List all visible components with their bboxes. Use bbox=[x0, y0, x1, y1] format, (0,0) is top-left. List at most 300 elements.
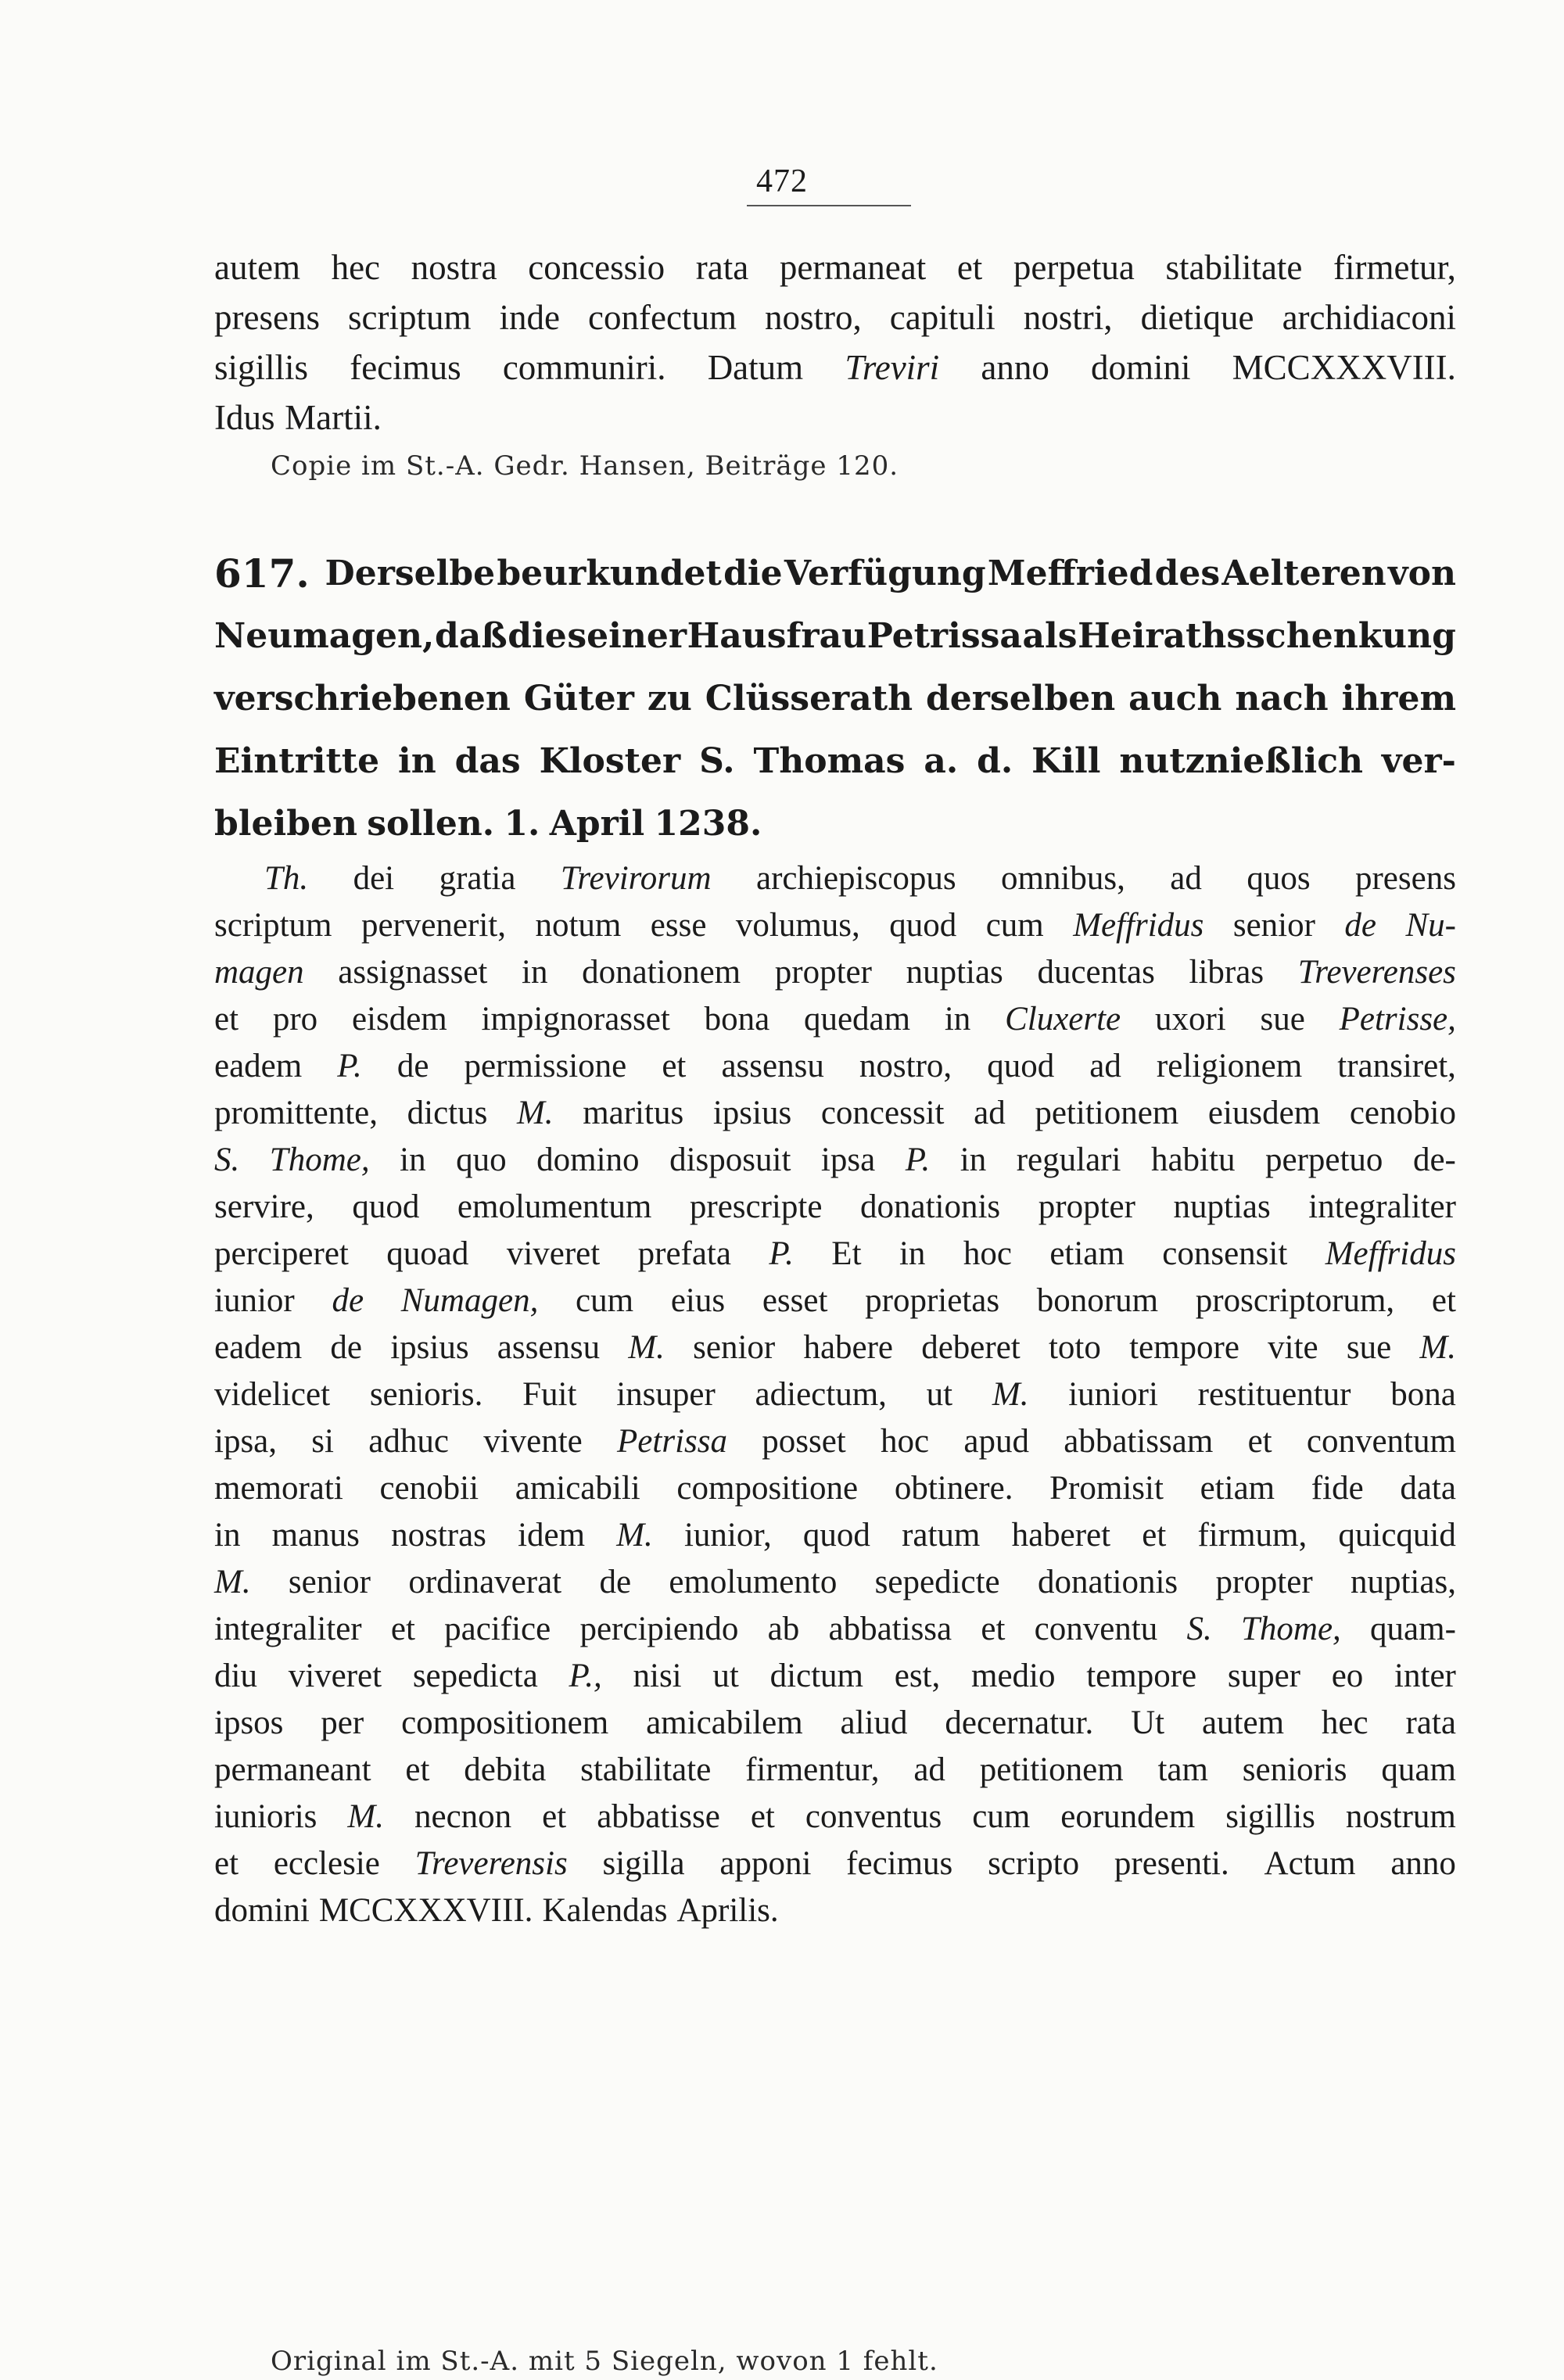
word: 1238. bbox=[654, 804, 762, 844]
word: senioris. bbox=[369, 1376, 483, 1413]
text-line bbox=[214, 1184, 1456, 1231]
word: emolumento bbox=[669, 1564, 838, 1600]
word: notum bbox=[535, 907, 622, 944]
word: scriptum bbox=[348, 298, 472, 337]
word: sepedicte bbox=[874, 1564, 1000, 1600]
word: stabilitate bbox=[580, 1751, 712, 1788]
text-line bbox=[214, 1841, 1456, 1887]
word: de bbox=[599, 1564, 632, 1600]
word: pervenerit, bbox=[361, 907, 506, 944]
word: presenti. bbox=[1114, 1845, 1229, 1882]
word: capituli bbox=[889, 298, 995, 337]
word: Idus bbox=[214, 398, 275, 437]
word: perpetuo bbox=[1264, 1142, 1383, 1178]
word: quos bbox=[1247, 860, 1311, 897]
word: manus bbox=[271, 1517, 360, 1554]
word: iuniori bbox=[1068, 1376, 1158, 1413]
word: sue bbox=[1260, 1001, 1305, 1038]
text-line bbox=[214, 855, 1456, 902]
word: Numagen, bbox=[400, 1282, 539, 1319]
word: perpetua bbox=[1013, 248, 1135, 287]
text-line bbox=[214, 1794, 1456, 1841]
word: nostras bbox=[391, 1517, 486, 1554]
word: quoad bbox=[386, 1235, 469, 1272]
word: permaneat bbox=[779, 248, 927, 287]
word: quod bbox=[987, 1048, 1055, 1084]
word: de- bbox=[1412, 1142, 1456, 1178]
word: M. bbox=[347, 1798, 384, 1835]
word: propter bbox=[774, 954, 872, 991]
word: bleiben bbox=[214, 804, 357, 844]
word: ipsa, bbox=[214, 1423, 278, 1460]
word: ad bbox=[1170, 860, 1202, 897]
word: firmetur, bbox=[1333, 248, 1456, 287]
word: de bbox=[330, 1329, 362, 1366]
word: et bbox=[214, 1001, 239, 1038]
word: cum bbox=[576, 1282, 634, 1319]
text-line bbox=[214, 902, 1456, 949]
word: Actum bbox=[1264, 1845, 1356, 1882]
word: daß bbox=[434, 616, 508, 656]
word: presens bbox=[214, 298, 320, 337]
word: pro bbox=[272, 1001, 318, 1038]
word: sollen. bbox=[367, 804, 495, 844]
word: M. bbox=[628, 1329, 665, 1366]
word: senior bbox=[1232, 907, 1315, 944]
text-line bbox=[214, 1371, 1456, 1418]
word: hec bbox=[331, 248, 381, 287]
text-line bbox=[214, 292, 1456, 342]
word: quedam bbox=[803, 1001, 911, 1038]
text-line bbox=[214, 1887, 1456, 1934]
text-line bbox=[214, 949, 1456, 996]
word: videlicet bbox=[214, 1376, 331, 1413]
word: integraliter bbox=[1308, 1188, 1456, 1225]
word: M. bbox=[616, 1517, 653, 1554]
word: vivente bbox=[483, 1423, 583, 1460]
word: sue bbox=[1346, 1329, 1392, 1366]
word: et bbox=[956, 248, 983, 287]
word: nostrum bbox=[1345, 1798, 1456, 1835]
word: maritus bbox=[583, 1095, 684, 1131]
word: in bbox=[214, 1517, 241, 1554]
word: iunioris bbox=[214, 1798, 317, 1835]
word: M. bbox=[214, 1564, 251, 1600]
word: Nu- bbox=[1405, 907, 1456, 944]
footer-source-note: Original im St.-A. mit 5 Siegeln, wovon 1 fehlt. bbox=[271, 2346, 938, 2377]
word: percipiendo bbox=[579, 1611, 739, 1647]
word: Fuit bbox=[522, 1376, 577, 1413]
word: scriptum bbox=[214, 907, 332, 944]
text-line bbox=[214, 1747, 1456, 1794]
word: assensu bbox=[721, 1048, 824, 1084]
word: de bbox=[1344, 907, 1376, 944]
text-line bbox=[214, 342, 1456, 392]
word: hec bbox=[1321, 1704, 1368, 1741]
word: quod bbox=[352, 1188, 420, 1225]
word: haberet bbox=[1011, 1517, 1111, 1554]
word: rata bbox=[1405, 1704, 1456, 1741]
word: Promisit bbox=[1049, 1470, 1164, 1507]
word: deberet bbox=[921, 1329, 1021, 1366]
word: bona bbox=[1390, 1376, 1456, 1413]
word: anno bbox=[981, 348, 1049, 387]
word: Kill bbox=[1031, 741, 1101, 781]
word: autem bbox=[1201, 1704, 1285, 1741]
word: April bbox=[549, 804, 645, 844]
word: dietique bbox=[1140, 298, 1254, 337]
word: insuper bbox=[616, 1376, 716, 1413]
word: uxori bbox=[1154, 1001, 1226, 1038]
word: ipsa bbox=[820, 1142, 876, 1178]
word: Et bbox=[831, 1235, 862, 1272]
word: Ut bbox=[1131, 1704, 1165, 1741]
word: ratum bbox=[902, 1517, 981, 1554]
word: domini bbox=[1090, 348, 1191, 387]
word: servire, bbox=[214, 1188, 314, 1225]
word: nach bbox=[1235, 679, 1329, 719]
word: prescripte bbox=[689, 1188, 823, 1225]
text-line bbox=[214, 1278, 1456, 1324]
word: si bbox=[311, 1423, 334, 1460]
word: et bbox=[981, 1611, 1006, 1647]
word: firmentur, bbox=[745, 1751, 880, 1788]
word: perciperet bbox=[214, 1235, 349, 1272]
word: quod bbox=[889, 907, 957, 944]
word: firmum, bbox=[1197, 1517, 1308, 1554]
word: ordinaverat bbox=[408, 1564, 562, 1600]
word: concessit bbox=[820, 1095, 945, 1131]
word: Petrisse, bbox=[1339, 1001, 1456, 1038]
text-line bbox=[214, 1512, 1456, 1559]
word: ipsos bbox=[214, 1704, 284, 1741]
word: apud bbox=[963, 1423, 1029, 1460]
word: Petrissa bbox=[617, 1423, 727, 1460]
word: dictus bbox=[407, 1095, 488, 1131]
word: Meffridus bbox=[1325, 1235, 1456, 1272]
word: et bbox=[1247, 1423, 1272, 1460]
word: nostra bbox=[411, 248, 497, 287]
word: donationis bbox=[860, 1188, 1001, 1225]
word: gratia bbox=[439, 860, 516, 897]
word: ver- bbox=[1381, 741, 1456, 781]
word: et bbox=[1431, 1282, 1456, 1319]
text-line bbox=[214, 793, 1456, 855]
word: S. bbox=[214, 1142, 240, 1178]
word: de bbox=[396, 1048, 429, 1084]
word: Thome, bbox=[269, 1142, 370, 1178]
word: compositionem bbox=[401, 1704, 609, 1741]
word: permissione bbox=[464, 1048, 627, 1084]
word: data bbox=[1400, 1470, 1456, 1507]
word: petitionem bbox=[979, 1751, 1124, 1788]
word: amicabili bbox=[515, 1470, 640, 1507]
word: Derselbe bbox=[325, 554, 496, 593]
word: a. bbox=[924, 741, 959, 781]
word: Aprilis. bbox=[676, 1892, 779, 1929]
word: quam bbox=[1381, 1751, 1456, 1788]
word: MCCXXXVIII. bbox=[318, 1892, 533, 1929]
word: nutznießlich bbox=[1119, 741, 1364, 781]
word: iunior bbox=[214, 1282, 295, 1319]
word: nuptias bbox=[1173, 1188, 1271, 1225]
word: in bbox=[899, 1235, 926, 1272]
word: Meffried bbox=[987, 554, 1153, 593]
word: ipsius bbox=[390, 1329, 469, 1366]
word: P. bbox=[905, 1142, 931, 1178]
word: domini bbox=[214, 1892, 310, 1929]
word: scripto bbox=[988, 1845, 1080, 1882]
word: tempore bbox=[1086, 1658, 1197, 1694]
word: Thome, bbox=[1240, 1611, 1341, 1647]
text-line bbox=[214, 730, 1456, 793]
word: fide bbox=[1311, 1470, 1364, 1507]
word: S. bbox=[699, 741, 735, 781]
word: vite bbox=[1268, 1329, 1318, 1366]
word: habitu bbox=[1150, 1142, 1236, 1178]
word: in bbox=[398, 741, 436, 781]
word: M. bbox=[992, 1376, 1029, 1413]
text-line bbox=[214, 543, 1456, 605]
word: fecimus bbox=[350, 348, 461, 387]
word: ab bbox=[767, 1611, 800, 1647]
word: Trevirorum bbox=[560, 860, 712, 897]
word: nostro, bbox=[764, 298, 862, 337]
word: derselben bbox=[926, 679, 1116, 719]
text-line bbox=[214, 996, 1456, 1043]
text-line bbox=[214, 392, 1456, 443]
word: proprietas bbox=[865, 1282, 1000, 1319]
charter-text bbox=[214, 855, 1456, 1934]
word: donationem bbox=[582, 954, 741, 991]
word: dei bbox=[353, 860, 395, 897]
word: als bbox=[1022, 616, 1078, 656]
word: die bbox=[508, 616, 567, 656]
word: eiusdem bbox=[1207, 1095, 1321, 1131]
word: et bbox=[542, 1798, 567, 1835]
word: autem bbox=[214, 248, 300, 287]
word: fecimus bbox=[846, 1845, 953, 1882]
text-line bbox=[214, 1465, 1456, 1512]
word: viveret bbox=[288, 1658, 382, 1694]
page-number: 472 bbox=[756, 163, 808, 199]
word: abbatissam bbox=[1064, 1423, 1214, 1460]
text-line bbox=[214, 1090, 1456, 1137]
word: compositione bbox=[676, 1470, 859, 1507]
word: dictum bbox=[769, 1658, 863, 1694]
word: in bbox=[400, 1142, 426, 1178]
word: etiam bbox=[1049, 1235, 1125, 1272]
text-line bbox=[214, 1653, 1456, 1700]
word: Thomas bbox=[753, 741, 906, 781]
word: amicabilem bbox=[646, 1704, 803, 1741]
word: diu bbox=[214, 1658, 257, 1694]
word: abbatissa bbox=[828, 1611, 952, 1647]
word: nostro, bbox=[859, 1048, 952, 1084]
word: P. bbox=[337, 1048, 362, 1084]
word: Martii. bbox=[285, 398, 382, 437]
word: conventu bbox=[1034, 1611, 1158, 1647]
text-line bbox=[214, 242, 1456, 292]
word: et bbox=[750, 1798, 775, 1835]
word: et bbox=[405, 1751, 430, 1788]
word: nostri, bbox=[1023, 298, 1113, 337]
word: impignorasset bbox=[481, 1001, 670, 1038]
word: M. bbox=[516, 1095, 554, 1131]
word: et bbox=[214, 1845, 239, 1882]
word: magen bbox=[214, 954, 304, 991]
word: toto bbox=[1048, 1329, 1101, 1366]
word: conventus bbox=[805, 1798, 942, 1835]
word: quicquid bbox=[1338, 1517, 1456, 1554]
word: senior bbox=[693, 1329, 776, 1366]
word: volumus, bbox=[735, 907, 860, 944]
word: concessio bbox=[528, 248, 665, 287]
word: 1. bbox=[504, 804, 540, 844]
word: consensit bbox=[1162, 1235, 1288, 1272]
word: regulari bbox=[1016, 1142, 1121, 1178]
intro-paragraph bbox=[214, 242, 1456, 443]
word: M. bbox=[1419, 1329, 1456, 1366]
word: decernatur. bbox=[945, 1704, 1094, 1741]
word: et bbox=[390, 1611, 415, 1647]
word: das bbox=[454, 741, 521, 781]
word: libras bbox=[1189, 954, 1264, 991]
word: Heirathsschenkung bbox=[1078, 616, 1456, 656]
word: communiri. bbox=[502, 348, 666, 387]
word: domino bbox=[536, 1142, 640, 1178]
word: promittente, bbox=[214, 1095, 378, 1131]
word: Th. bbox=[264, 860, 309, 897]
word: idem bbox=[518, 1517, 586, 1554]
word: cenobii bbox=[379, 1470, 479, 1507]
document-heading bbox=[214, 543, 1456, 855]
word: et bbox=[1142, 1517, 1167, 1554]
word: nuptias, bbox=[1350, 1564, 1456, 1600]
word: in bbox=[960, 1142, 987, 1178]
word: omnibus, bbox=[1000, 860, 1125, 897]
word: auch bbox=[1128, 679, 1222, 719]
word: MCCXXXVIII. bbox=[1232, 348, 1456, 387]
word: assensu bbox=[497, 1329, 601, 1366]
word: eadem bbox=[214, 1329, 303, 1366]
word: debita bbox=[464, 1751, 547, 1788]
word: necnon bbox=[414, 1798, 512, 1835]
word: proscriptorum, bbox=[1195, 1282, 1395, 1319]
word: habere bbox=[803, 1329, 894, 1366]
document-number: 617. bbox=[214, 550, 310, 597]
word: Treverensis bbox=[414, 1845, 568, 1882]
word: quod bbox=[802, 1517, 870, 1554]
word: Treviri bbox=[845, 348, 940, 387]
word: ut bbox=[712, 1658, 739, 1694]
word: propter bbox=[1038, 1188, 1135, 1225]
word: conventum bbox=[1306, 1423, 1456, 1460]
word: petitionem bbox=[1035, 1095, 1179, 1131]
intro-source-note: Copie im St.-A. Gedr. Hansen, Beiträge 120. bbox=[271, 450, 899, 482]
word: ad bbox=[974, 1095, 1006, 1131]
word: Petrissa bbox=[866, 616, 1022, 656]
word: eius bbox=[670, 1282, 726, 1319]
word: adhuc bbox=[368, 1423, 449, 1460]
word: S. bbox=[1186, 1611, 1212, 1647]
word: prefata bbox=[637, 1235, 731, 1272]
word: eadem bbox=[214, 1048, 303, 1084]
word: sigillis bbox=[1225, 1798, 1315, 1835]
word: Verfügung bbox=[784, 554, 986, 593]
word: ecclesie bbox=[273, 1845, 380, 1882]
word: Neumagen, bbox=[214, 616, 435, 656]
word: iunior, bbox=[683, 1517, 772, 1554]
text-line bbox=[214, 1137, 1456, 1184]
word: von bbox=[1388, 554, 1456, 593]
word: ipsius bbox=[712, 1095, 792, 1131]
word: sigilla bbox=[602, 1845, 685, 1882]
text-line bbox=[214, 1231, 1456, 1278]
word: medio bbox=[971, 1658, 1056, 1694]
word: Aelteren bbox=[1221, 554, 1386, 593]
word: de bbox=[332, 1282, 364, 1319]
word: hoc bbox=[881, 1423, 930, 1460]
word: esse bbox=[650, 907, 707, 944]
word: inter bbox=[1394, 1658, 1456, 1694]
word: memorati bbox=[214, 1470, 343, 1507]
word: pacifice bbox=[444, 1611, 551, 1647]
word: Kloster bbox=[539, 741, 681, 781]
word: et bbox=[662, 1048, 687, 1084]
word: ihrem bbox=[1341, 679, 1456, 719]
text-line bbox=[214, 1418, 1456, 1465]
word: religionem bbox=[1156, 1048, 1303, 1084]
word: nuptias bbox=[906, 954, 1003, 991]
word: ad bbox=[1089, 1048, 1121, 1084]
word: presens bbox=[1354, 860, 1456, 897]
word: propter bbox=[1215, 1564, 1313, 1600]
word: emolumentum bbox=[457, 1188, 652, 1225]
word: cum bbox=[985, 907, 1044, 944]
word: cenobio bbox=[1349, 1095, 1456, 1131]
word: cum bbox=[972, 1798, 1031, 1835]
word: est, bbox=[894, 1658, 941, 1694]
text-line bbox=[214, 668, 1456, 730]
word: sigillis bbox=[214, 348, 309, 387]
word: transiret, bbox=[1337, 1048, 1456, 1084]
word: tempore bbox=[1129, 1329, 1239, 1366]
word: eorundem bbox=[1060, 1798, 1196, 1835]
word: assignasset bbox=[338, 954, 488, 991]
word: etiam bbox=[1200, 1470, 1275, 1507]
word: bonorum bbox=[1036, 1282, 1159, 1319]
word: posset bbox=[762, 1423, 846, 1460]
word: ad bbox=[913, 1751, 945, 1788]
text-line bbox=[214, 1559, 1456, 1606]
word: P., bbox=[569, 1658, 602, 1694]
word: d. bbox=[977, 741, 1013, 781]
word: Meffridus bbox=[1073, 907, 1204, 944]
word: permaneant bbox=[214, 1751, 371, 1788]
word: quam- bbox=[1370, 1611, 1456, 1647]
word: anno bbox=[1390, 1845, 1456, 1882]
word: viveret bbox=[506, 1235, 601, 1272]
text-line bbox=[214, 1700, 1456, 1747]
text-line bbox=[214, 1606, 1456, 1653]
word: quo bbox=[456, 1142, 507, 1178]
word: disposuit bbox=[669, 1142, 791, 1178]
word: senioris bbox=[1242, 1751, 1347, 1788]
word: Güter bbox=[523, 679, 634, 719]
word: bona bbox=[704, 1001, 770, 1038]
word: Eintritte bbox=[214, 741, 380, 781]
